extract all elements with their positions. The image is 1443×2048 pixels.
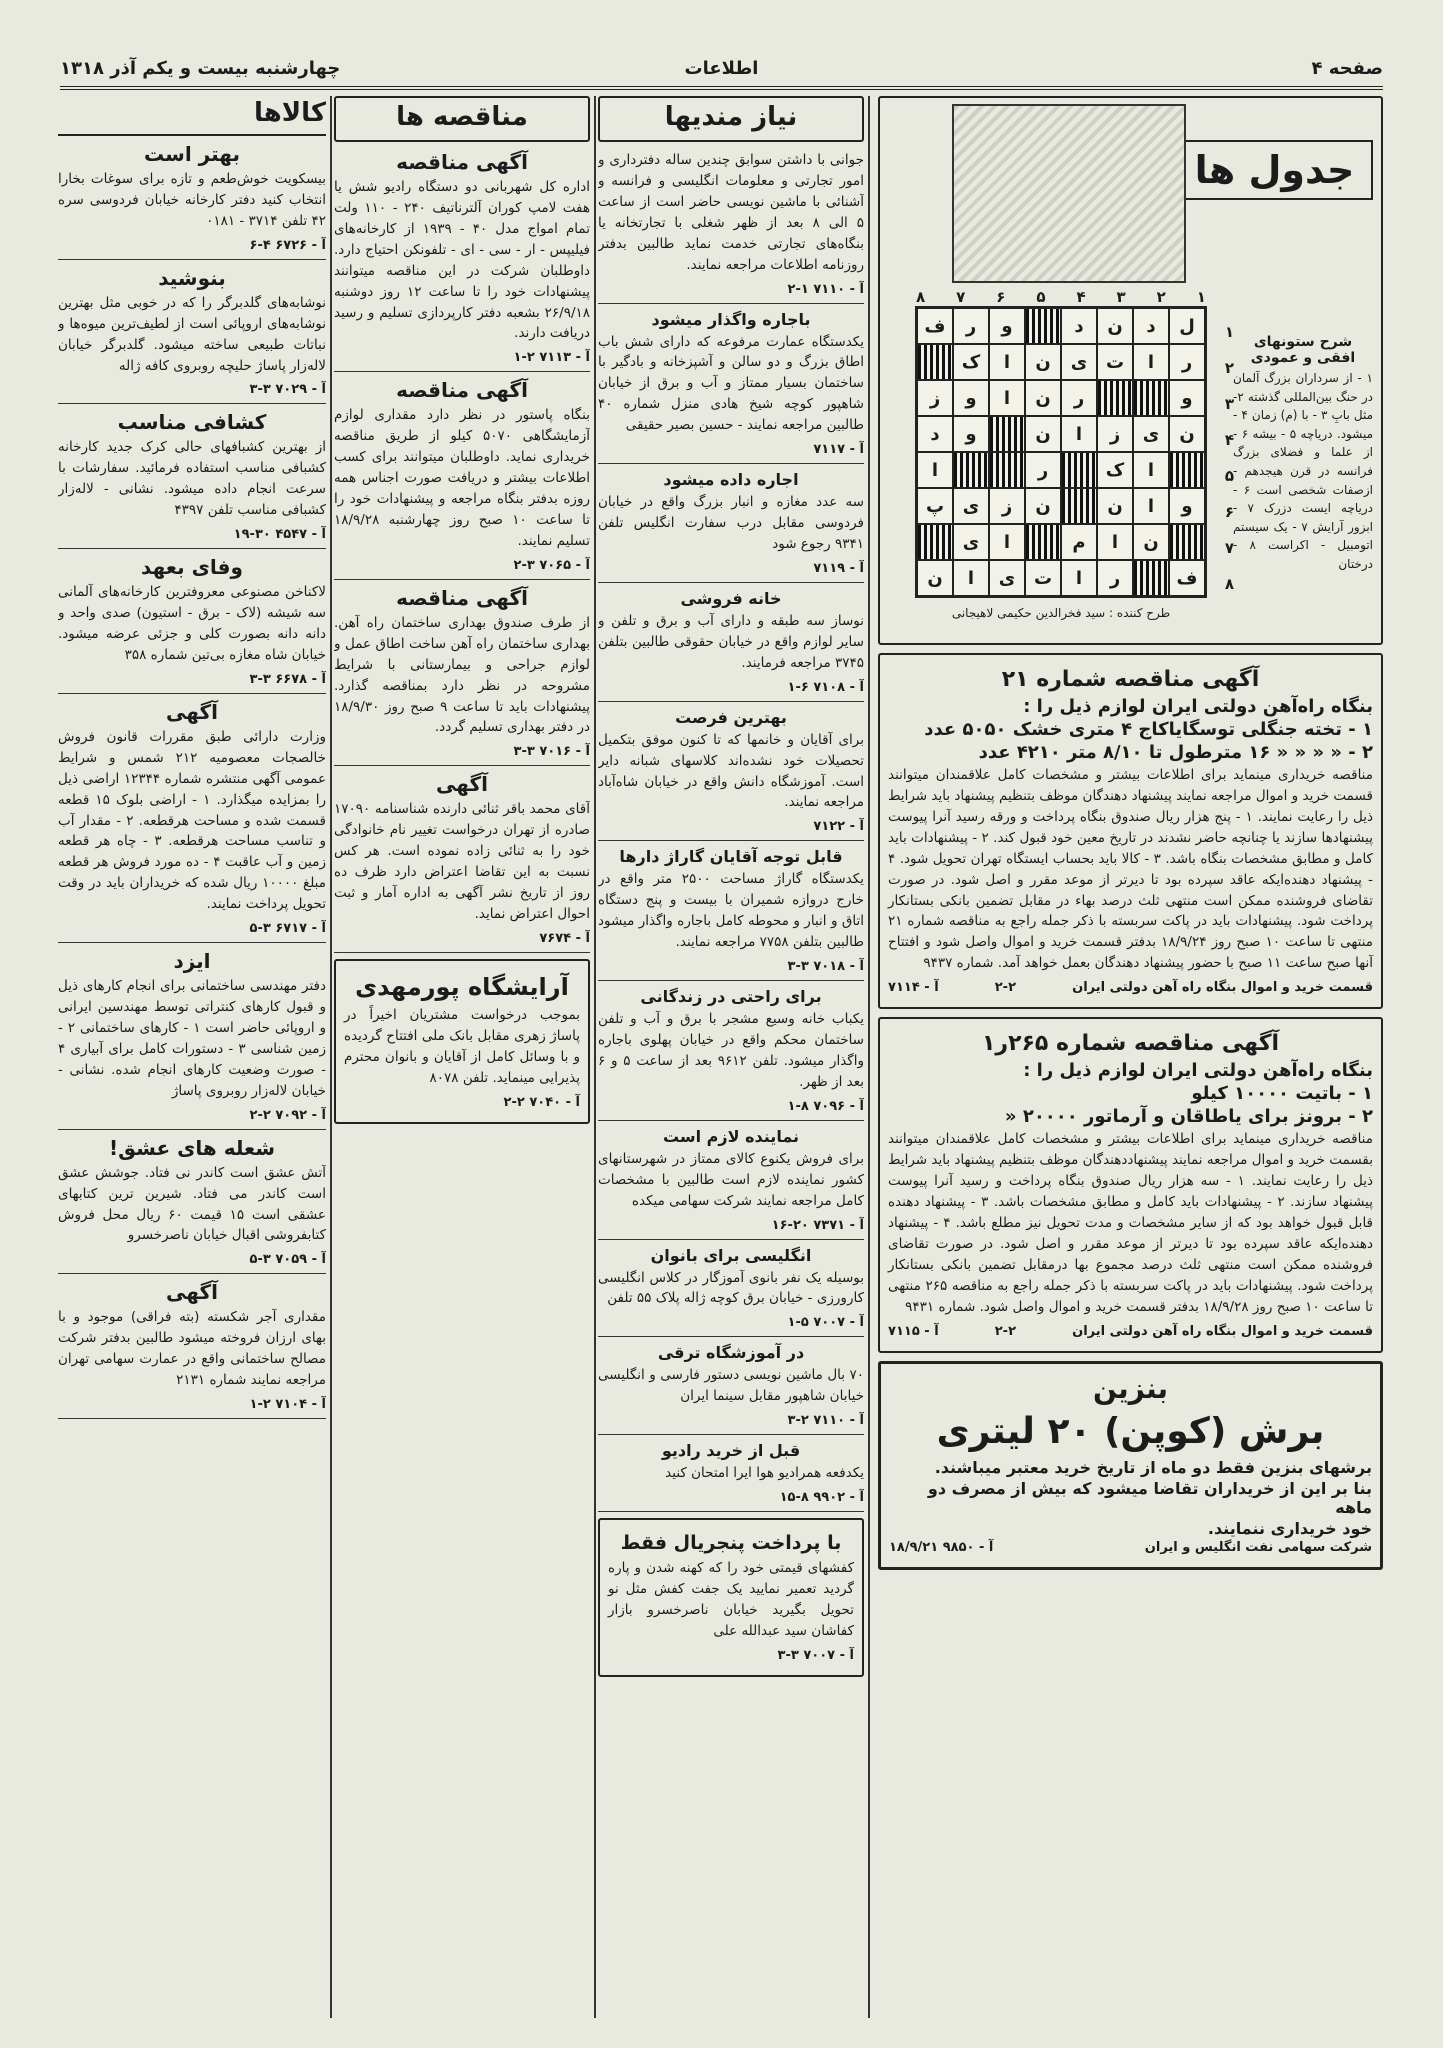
crossword-cell: ر bbox=[1026, 453, 1060, 487]
crossword-cell: ن bbox=[1026, 381, 1060, 415]
crossword-cell: ل bbox=[1170, 309, 1204, 343]
ad-divider bbox=[58, 693, 326, 694]
ad-body: مناقصه خریداری مینماید برای اطلاعات بیشتر و مشخصات کامل علاقمندان میتوانند بقسمت خرید و اموال مراجعه نمایند پیشنهاددهندگان موظف بتنظیم پیشنهاد باید شرایط ذیل را رعایت نمایند. ۱ - سه هزار ریال صندوق بنگاه پرداخت و رسید آنرا پیوست پیشنهاد سازند. ۲ - پیشنهادات باید کامل و مطابق مشخصات باشد. ۳ - پیشنهاد دهنده قابل قبول خواهد بود که از سایر مشخصات و مدت تحویل نیز مطلع باشد. ۴ - پیشنهاد دهنده‌ایکه عاقد سپرده بود تا دیرتر از موعد مقرر و اصل شود. در صورت تقاضای فروشنده ممکن است منتهی ثلث درصد مجموع بها درمقابل تضمین بانکی بستانکار پرداخت شود. پیشنهادات باید در پاکت سربسته با ذکر جمله راجع به مناقصه ۲۶۵ منتهی تا ساعت ۱۰ صبح روز ۱۸/۹/۲۸ بدفتر قسمت خرید و اموال واصل شود. شماره ۹۴۳۱ bbox=[888, 1131, 1374, 1315]
ad-divider bbox=[598, 303, 864, 304]
barbershop-ad bbox=[334, 959, 590, 1124]
ad-body: جوانی با داشتن سوابق چندین ساله دفترداری و امور تجارتی و معلومات انگلیسی و فرانسه و آشنائی با ماشین نویسی حاضر است از ساعت ۵ الی ۸ بعد از ظهر شغلی با تجارتخانه یا بنگاه‌های تجارتی خدمت نماید طالبین بدفتر روزنامه اطلاعات مراجعه نمایند. bbox=[598, 152, 864, 273]
ad-signature-code: آ - ۷۰۰۷ ۵-۱ bbox=[787, 1315, 864, 1331]
crossword-cell: ی bbox=[990, 561, 1024, 595]
ad-signature-code: آ - ۷۰۶۵ ۳-۲ bbox=[513, 557, 590, 573]
ad-body: اداره کل شهربانی دو دستگاه رادیو شش یا هفت لامپ کوران آلترناتیف ۲۴۰ - ۱۱۰ ولت تمام امواج مدل ۴۰ - ۱۹۳۹ از کارخانه‌های فیلیپس - ار - سی - ای - تلفونکن احتیاج دارد. داوطلبان شرکت در این مناقصه میتوانند پیشنهادات خود را تا ساعت ۱۲ روز دوشنبه ۲۶/۹/۱۸ بشعبه دفتر کارپردازی تسلیم و رسید دریافت دارند. bbox=[334, 179, 590, 342]
ad-title: آگهی مناقصه bbox=[396, 150, 528, 174]
ad-signature bbox=[334, 931, 590, 946]
section-heading: کالاها bbox=[253, 98, 326, 128]
crossword-clues: ۱ - از سرداران بزرگ آلمان در حنگ بین‌المللی گذشته ۲- مثل بابِ ۳ - با (م) زمان ۴ - میشود. دریاچه ۵ - بیشه ۶ - از علما و فضلای بزرگ فرانسه در قرن هیجدهم - ازصفات شخصی است ۶ - دریاچه ایست دزرک ۷ - ابزور آرایش ۷ - یک سیستم اتومبیل - اکراست ۸ - درختان bbox=[1233, 371, 1373, 571]
classified-ad bbox=[58, 949, 326, 1130]
col-number: ۷ bbox=[956, 288, 966, 306]
ad-divider bbox=[58, 548, 326, 549]
ad-title: آگهی مناقصه شماره ۲۱ bbox=[1001, 667, 1260, 692]
ad-signature bbox=[58, 1397, 326, 1412]
ad-divider bbox=[58, 942, 326, 943]
ad-title: برای راحتی در زندگانی bbox=[640, 987, 822, 1007]
ad-signature bbox=[889, 1540, 1372, 1555]
ad-title: آگهی bbox=[166, 1280, 218, 1305]
classified-ad bbox=[598, 470, 864, 583]
crossword-area bbox=[896, 288, 1234, 629]
crossword-cell: ت bbox=[1098, 345, 1132, 379]
ad-signature-run: ۲-۲ bbox=[994, 980, 1017, 996]
page-number: صفحه ۴ bbox=[1311, 58, 1383, 79]
ad-signature bbox=[334, 350, 590, 365]
crossword-cell: ا bbox=[1062, 417, 1096, 451]
ad-body: سه عدد مغازه و انبار بزرگ واقع در خیابان فردوسی مقابل درب سفارت انگلیس تلفن ۹۳۴۱ رجوع شود bbox=[598, 494, 864, 552]
ad-title: در آموزشگاه ترقی bbox=[657, 1343, 805, 1363]
ad-subtitle: بنگاه راه‌آهن دولتی ایران لوازم ذیل را : bbox=[1023, 696, 1373, 717]
ad-divider bbox=[598, 1434, 864, 1435]
ad-signature-code: آ - ۷۳۷۱ ۲۰-۱۶ bbox=[771, 1217, 864, 1233]
ad-signature-code: آ - ۷۱۱۷ bbox=[813, 442, 864, 458]
ad-title: آگهی مناقصه شماره ۲۶۵ر۱ bbox=[981, 1031, 1280, 1057]
ad-divider bbox=[598, 1336, 864, 1337]
row-number: ۳ bbox=[1224, 395, 1234, 413]
right-column bbox=[878, 96, 1383, 2016]
crossword-column-numbers bbox=[916, 288, 1206, 306]
crossword-cell: ف bbox=[918, 309, 952, 343]
ad-body: برای آقایان و خانمها که تا کنون موفق بتکمیل تحصیلات خود نشده‌اند کلاسهای شبانه دایر است. آموزشگاه دانش واقع در خیابان شاه‌آباد مراجعه نمایند. bbox=[598, 731, 864, 811]
benzin-text: خود خریداری ننمایند. bbox=[1207, 1518, 1372, 1538]
crossword-cell: ت bbox=[1026, 561, 1060, 595]
crossword-cell: ا bbox=[1098, 525, 1132, 559]
ad-signature-code: آ - ۷۶۷۴ bbox=[539, 930, 590, 946]
ad-divider bbox=[598, 463, 864, 464]
ad-signature bbox=[58, 527, 326, 542]
ad-body: ۷۰ بال ماشین نویسی دستور فارسی و انگلیسی خیابان شاهپور مقابل سینما ایران bbox=[598, 1367, 864, 1405]
ad-signature bbox=[598, 1099, 864, 1114]
col-number: ۸ bbox=[916, 288, 926, 306]
page-header bbox=[60, 52, 1383, 90]
ad-signature bbox=[598, 819, 864, 834]
crossword-cell: ن bbox=[918, 561, 952, 595]
crossword-black-cell bbox=[918, 345, 952, 379]
ad-signature bbox=[888, 1324, 1373, 1339]
ad-title: آگهی bbox=[436, 772, 488, 797]
crossword-title: جدول ها bbox=[1194, 148, 1355, 192]
ad-title: آگهی bbox=[166, 699, 218, 724]
ad-title: وفای بعهد bbox=[141, 555, 243, 580]
crossword-cell: ن bbox=[1170, 417, 1204, 451]
crossword-cell: ا bbox=[918, 453, 952, 487]
ad-divider bbox=[334, 579, 590, 580]
tenders-list bbox=[334, 150, 590, 953]
ad-body: لاکناخن مصنوعی معروفترین کارخانه‌های آلمانی سه شیشه (لاک - برق - استیون) صدی واحد و دانه دانه بصورت کلی و جزئی عرضه میشود. خیابان شاه مغازه بی‌تین شماره ۳۵۸ bbox=[58, 584, 326, 663]
section-heading-box bbox=[334, 96, 590, 142]
ad-body: مناقصه خریداری مینماید برای اطلاعات بیشتر و مشخصات کامل علاقمندان میتوانند قسمت خرید و اموال مراجعه نمایند پیشنهاد دهندگان موظف بتنظیم پیشنهاد باید شرایط ذیل را رعایت نمایند. ۱ - پنج هزار ریال صندوق بنگاه پرداخت و ورقه رسید آنرا پیوست پیشنهادها سازند یا چنانچه حاضر نشدند در تاریخ معین خود قبول کند. ۲ - پیشنهادات باید کامل و مطابق مشخصات بنگاه باشد. ۳ - کالا باید بحساب ایستگاه تهران تحویل شود. ۴ - پیشنهاد دهنده‌ایکه عاقد سپرده بود تا دیرتر از موعد مقرر و اصل شود. در صورت تقاضای فروشنده ممکن است منتهی ثلث درصد بهاء در مقابل تضمین بانکی بستانکار پرداخت شود. پیشنهادات باید در پاکت سربسته با ذکر جمله راجع به مناقصه شماره ۲۱ منتهی تا ساعت ۱۰ صبح روز ۱۸/۹/۲۴ بدفتر قسمت خرید و اموال واصل شود و افتتاح آنها صبح ساعت ۱۱ صبح با حضور پیشنهاد دهندگان بعمل خواهد آمد. شماره ۹۴۳۷ bbox=[888, 767, 1373, 972]
ad-signature-code: آ - ۷۱۱۴ bbox=[888, 980, 939, 996]
ad-title: باجاره واگذار میشود bbox=[651, 309, 811, 329]
ad-signature bbox=[598, 959, 864, 974]
section-heading-box bbox=[58, 98, 326, 136]
col-number: ۵ bbox=[1036, 288, 1046, 306]
ad-divider bbox=[334, 952, 590, 953]
ad-signature-code: آ - ۶۷۱۷ ۳-۵ bbox=[249, 921, 326, 937]
crossword-black-cell bbox=[918, 525, 952, 559]
ad-body: مقداری آجر شکسته (بته فراقی) موجود و با بهای ارزان فروخته میشود طالبین بدفتر شرکت مصالح ساختمانی واقع در عمارت سهامی تهران مراجعه نمایند شماره ۲۱۳۱ bbox=[58, 1309, 326, 1389]
ad-title: اجاره داده میشود bbox=[663, 470, 799, 490]
ad-divider bbox=[58, 259, 326, 260]
row-number: ۱ bbox=[1224, 323, 1234, 341]
ad-body: وزارت دارائی طبق مقررات قانون فروش خالصجات معصومیه ۲۱۲ شمس و شرایط عمومی آگهی منتشره شماره ۱۲۳۴۴ اراضی ذیل را بمزایده میگذارد. ۱ - اراضی بلوک ۱۵ قطعه قسمت شده و مساحت هرقطعه. ۲ - مقدار آب و تناسب مساحت هرقطعه. ۳ - چاه هر قطعه زمین و آب عاقبت ۴ - ده مورد فروش هر قطعه مبلغ ۱۰۰۰۰ ریال شده که خریداران باید در وقت تحویل پرداخت نمایند. bbox=[58, 728, 326, 913]
crossword-cell: و bbox=[1170, 381, 1204, 415]
ad-body: برای فروش یکنوع کالای ممتاز در شهرستانهای کشور نماینده لازم است طالبین با مشخصات کامل مراجعه نمایند شرکت سهامی میکده bbox=[598, 1150, 864, 1209]
crossword-author: طرح کننده : سید فخرالدین حکیمی لاهیجانی bbox=[951, 606, 1171, 620]
crossword-cell: ا bbox=[990, 525, 1024, 559]
classified-ad bbox=[598, 847, 864, 981]
ad-signature bbox=[58, 1252, 326, 1267]
crossword-black-cell bbox=[1134, 381, 1168, 415]
ad-item: ۲ - برونز برای یاطاقان و آرماتور ۲۰۰۰۰ « bbox=[1004, 1106, 1373, 1128]
ad-signature-code: آ - ۷۰۱۸ ۳-۳ bbox=[787, 959, 864, 975]
crossword-black-cell bbox=[1134, 561, 1168, 595]
crossword-cell: ر bbox=[1170, 345, 1204, 379]
ad-signature bbox=[58, 1108, 326, 1123]
crossword-cell: م bbox=[1062, 525, 1096, 559]
col-number: ۶ bbox=[996, 288, 1006, 306]
crossword-grid bbox=[915, 306, 1207, 598]
crossword-cell: ا bbox=[1134, 345, 1168, 379]
ad-signature bbox=[888, 980, 1373, 995]
crossword-cell: د bbox=[918, 417, 952, 451]
classified-ad bbox=[58, 266, 326, 405]
ad-body: یکدستگاه عمارت مرفوعه که دارای شش باب اطاق بزرگ و دو سالن و آشپزخانه و بادگیر با ساختمان بسیار ممتاز و آب و برق از خیابان شاهپور کوچه شیخ هادی منزل شماره ۴۰ طالبین مراجعه نمایند - حسین بصیر حقیقی bbox=[598, 333, 864, 434]
tenders-column bbox=[334, 96, 590, 2016]
ad-title: کشافی مناسب bbox=[117, 410, 267, 435]
ad-subtitle: بنگاه راه‌آهن دولتی ایران لوازم ذیل را : bbox=[1023, 1060, 1373, 1082]
crossword-box bbox=[878, 96, 1383, 645]
ad-signature bbox=[598, 680, 864, 695]
crossword-cell: و bbox=[1170, 489, 1204, 523]
ad-signature-code: آ - ۷۱۱۵ bbox=[888, 1323, 939, 1339]
col-number: ۲ bbox=[1156, 288, 1166, 306]
ad-divider bbox=[598, 1239, 864, 1240]
classified-ad bbox=[598, 1246, 864, 1338]
crossword-cell: ر bbox=[1098, 561, 1132, 595]
ad-signature-code: آ - ۷۰۲۹ ۳-۳ bbox=[249, 382, 326, 398]
shoe-repair-ad bbox=[598, 1518, 864, 1677]
row-number: ۶ bbox=[1224, 503, 1234, 521]
crossword-title-box bbox=[1176, 140, 1373, 200]
benzin-text: بنا بر این از خریداران تقاضا میشود که بیش از مصرف دو ماهه bbox=[927, 1478, 1372, 1517]
ad-body: یکباب خانه وسیع مشجر با برق و آب و تلفن ساختمان محکم واقع در خیابان پهلوی باجاره واگذار میشود. تلفن ۹۶۱۲ بعد از ساعت ۵ و ۶ بعد از ظهر. bbox=[598, 1011, 864, 1090]
crossword-cell: ا bbox=[990, 345, 1024, 379]
classified-ad bbox=[598, 310, 864, 465]
crossword-cell: پ bbox=[918, 489, 952, 523]
crossword-cell: ن bbox=[1098, 489, 1132, 523]
ad-body: بوسیله یک نفر بانوی آموزگار در کلاس انگلیسی کارورزی - خیابان برق کوچه ژاله پلاک ۵۵ تلفن bbox=[598, 1269, 864, 1307]
ad-title: آگهی مناقصه bbox=[396, 585, 528, 610]
row-number: ۲ bbox=[1224, 359, 1234, 377]
ad-title: بهتر است bbox=[144, 142, 240, 166]
col-number: ۱ bbox=[1196, 288, 1206, 306]
ad-body: از بهترین کشبافهای حالی کرک جدید کارخانه کشبافی مناسب استفاده فرمائید. سفارشات با سرعت انجام داده میشود. نشانی - لاله‌زار کشبافی مناسب تلفن ۴۳۹۷ bbox=[58, 439, 326, 519]
crossword-cell: ن bbox=[1026, 417, 1060, 451]
ad-signature-code: آ - ۷۰۰۷ ۳-۳ bbox=[777, 1647, 854, 1663]
ad-signature-code: آ - ۷۰۵۹ ۳-۵ bbox=[249, 1252, 326, 1268]
crossword-cell: ی bbox=[1134, 417, 1168, 451]
crossword-black-cell bbox=[990, 417, 1024, 451]
ad-title: نماینده لازم است bbox=[662, 1126, 800, 1146]
ad-signature-code: آ - ۷۱۱۰ ۲-۳ bbox=[787, 1413, 864, 1429]
ad-body: آتش عشق است کاندر نی فتاد. جوشش عشق است کاندر می فتاد. شیرین ترین کتابهای عشقی است ۱۵ قیمت ۶۰ ریال محل فروش کتابفروشی اقبال خیابان ناصرخسرو bbox=[58, 1164, 326, 1244]
classified-ad bbox=[58, 410, 326, 549]
ad-signature bbox=[334, 558, 590, 573]
crossword-cell: ک bbox=[1098, 453, 1132, 487]
ad-title: قابل توجه آقایان گاراژ دارها bbox=[619, 847, 843, 867]
ad-signature-code: آ - ۶۶۷۸ ۳-۳ bbox=[249, 671, 326, 687]
ad-signature bbox=[58, 238, 326, 253]
ad-signature-code: آ - ۷۱۱۹ bbox=[813, 560, 864, 576]
ad-body: بموجب درخواست مشتریان اخیراً در پاساژ زهری مقابل بانک ملی افتتاح گردیده و با وسائل کامل از آقایان و بانوان محترم پذیرایی مینماید. تلفن ۸۰۷۸ bbox=[344, 1006, 580, 1086]
ad-signature bbox=[58, 382, 326, 397]
crossword-black-cell bbox=[990, 453, 1024, 487]
row-number: ۷ bbox=[1224, 539, 1234, 557]
classified-ad bbox=[598, 1127, 864, 1240]
ad-body: آقای محمد باقر ثنائی دارنده شناسنامه ۱۷۰۹۰ صادره از تهران درخواست تغییر نام خانوادگی خود را به ثنائی زاده نموده است. هر کس نسبت به این تقاضا اعتراض دارد ظرف ده روز از تاریخ نشر آگهی به اداره آمار و ثبت احوال اعتراض نماید. bbox=[334, 801, 590, 922]
crossword-cell: و bbox=[990, 309, 1024, 343]
ad-title: آگهی مناقصه bbox=[396, 378, 528, 403]
crossword-cell: ی bbox=[954, 525, 988, 559]
ad-body: بیسکویت خوش‌طعم و تازه برای سوغات بخارا انتخاب کنید دفتر کارخانه خیابان فردوسی سره ۴۲ تلفن ۳۷۱۴ - ۰۱۸۱ bbox=[58, 171, 326, 229]
ad-signature bbox=[598, 282, 864, 297]
ad-signature bbox=[598, 1413, 864, 1428]
ad-body: کفشهای قیمتی خود را که کهنه شدن و پاره گردید تعمیر نمایید یک جفت کفش مثل نو تحویل بگیرید خیابان ناصرخسرو بازار کفاشان سید عبدالله علی bbox=[608, 1560, 854, 1639]
classified-ad bbox=[598, 987, 864, 1121]
ad-divider bbox=[58, 1418, 326, 1419]
crossword-clues-box bbox=[1233, 328, 1373, 580]
col-number: ۳ bbox=[1116, 288, 1126, 306]
row-number: ۸ bbox=[1224, 575, 1234, 593]
ad-body: از طرف صندوق بهداری ساختمان راه آهن. بهداری ساختمان راه آهن ساخت اطاق عمل و لوازم جراحی و بیمارستانی با شرایط مشروحه در نظر دارد بمناقصه گذارد. پیشنهادات باید تا ساعت ۹ صبح روز ۱۸/۹/۳۰ در دفتر بهداری تسلیم گردد. bbox=[334, 614, 590, 736]
crossword-cell: ز bbox=[918, 381, 952, 415]
ad-title: خانه فروشی bbox=[680, 588, 782, 608]
crossword-black-cell bbox=[1062, 489, 1096, 523]
benzin-text: برشهای بنزین فقط دو ماه از تاریخ خرید معتبر میباشند. bbox=[934, 1457, 1372, 1477]
crossword-black-cell bbox=[1098, 381, 1132, 415]
tender-21-ad bbox=[878, 653, 1383, 1009]
crossword-cell: ن bbox=[1026, 345, 1060, 379]
classified-ad bbox=[598, 589, 864, 702]
ad-title: با پرداخت پنجریال فقط bbox=[620, 1532, 842, 1555]
goods-list bbox=[58, 142, 326, 1419]
ad-divider bbox=[58, 1273, 326, 1274]
crossword-cell: ا bbox=[1062, 561, 1096, 595]
ad-signature-code: آ - ۴۵۴۷ ۳۰-۱۹ bbox=[233, 527, 326, 543]
crossword-cell: ا bbox=[990, 381, 1024, 415]
classified-ad bbox=[58, 700, 326, 943]
ad-signature bbox=[58, 672, 326, 687]
ad-divider bbox=[598, 980, 864, 981]
ad-divider bbox=[598, 701, 864, 702]
crossword-black-cell bbox=[1026, 525, 1060, 559]
ad-divider bbox=[334, 371, 590, 372]
ad-body: یکدفعه همرادیو هوا ایرا امتحان کنید bbox=[665, 1465, 864, 1482]
ad-signature-code: آ - ۷۱۰۴ ۲-۱ bbox=[249, 1397, 326, 1413]
ad-title: انگلیسی برای بانوان bbox=[650, 1245, 812, 1265]
ad-divider bbox=[598, 840, 864, 841]
ad-signature-code: آ - ۷۰۹۲ ۲-۲ bbox=[249, 1107, 326, 1123]
crossword-cell: ی bbox=[1062, 345, 1096, 379]
classified-ad bbox=[58, 555, 326, 694]
ad-signature bbox=[58, 921, 326, 936]
ad-title: ایزد bbox=[173, 949, 211, 974]
ad-signature-code: آ - ۷۱۱۰ ۱-۲ bbox=[787, 281, 864, 297]
benzin-ad bbox=[878, 1361, 1383, 1570]
ad-signature bbox=[334, 744, 590, 759]
crossword-cell: ز bbox=[1098, 417, 1132, 451]
newspaper-name: اطلاعات bbox=[684, 58, 759, 79]
crossword-cell: ز bbox=[990, 489, 1024, 523]
ad-title: بهترین فرصت bbox=[675, 707, 787, 727]
crossword-black-cell bbox=[1026, 309, 1060, 343]
crossword-cell: د bbox=[1134, 309, 1168, 343]
goods-column bbox=[58, 96, 326, 2016]
crossword-cell: د bbox=[1062, 309, 1096, 343]
classifieds-column bbox=[598, 96, 864, 2016]
crossword-black-cell bbox=[1062, 453, 1096, 487]
ad-signature-org: قسمت خرید و اموال بنگاه راه آهن دولتی ایران bbox=[1072, 980, 1373, 996]
ad-divider bbox=[598, 1511, 864, 1512]
ad-signature-code: آ - ۷۰۹۶ ۸-۱ bbox=[787, 1098, 864, 1114]
ad-signature-code: آ - ۹۸۵۰ ۱۸/۹/۲۱ bbox=[889, 1539, 994, 1555]
ad-body: نوساز سه طبقه و دارای آب و برق و تلفن و سایر لوازم واقع در خیابان حقوقی طالبین بتلفن ۳۷۴۵ مراجعه فرمایند. bbox=[598, 612, 864, 671]
crossword-cell: ف bbox=[1170, 561, 1204, 595]
ad-divider bbox=[334, 765, 590, 766]
column-rule bbox=[594, 96, 596, 2018]
classified-ad bbox=[334, 772, 590, 953]
ad-title: آرایشگاه پورمهدی bbox=[355, 972, 569, 1001]
ad-signature-run: ۲-۲ bbox=[994, 1323, 1017, 1339]
crossword-cell: ر bbox=[1062, 381, 1096, 415]
ad-signature-code: آ - ۷۱۱۳ ۲-۱ bbox=[513, 350, 590, 366]
ad-signature-code: آ - ۹۹۰۲ ۸-۱۵ bbox=[779, 1490, 864, 1506]
crossword-illustration bbox=[952, 104, 1186, 283]
ad-divider bbox=[58, 1129, 326, 1130]
crossword-cell: و bbox=[954, 381, 988, 415]
ad-title: شعله های عشق! bbox=[108, 1135, 276, 1160]
ad-body: یکدستگاه گاراژ مساحت ۲۵۰۰ متر واقع در خارج دروازه شمیران با بیست و پنج دستگاه اتاق و انبار و محوطه کامل باجاره واگذار میشود طالبین بتلفن ۷۷۵۸ مراجعه نمایند. bbox=[598, 871, 864, 951]
crossword-cell: ن bbox=[1134, 525, 1168, 559]
classified-ad bbox=[58, 1280, 326, 1419]
classified-ad bbox=[58, 142, 326, 260]
ad-signature-org: شرکت سهامی نفت انگلیس و ایران bbox=[1144, 1539, 1372, 1555]
benzin-headline: برش (کوپن) ۲۰ لیتری bbox=[936, 1410, 1325, 1452]
crossword-cell: و bbox=[954, 417, 988, 451]
ad-signature-code: آ - ۷۰۴۰ ۲-۲ bbox=[503, 1094, 580, 1110]
crossword-black-cell bbox=[1170, 525, 1204, 559]
ad-signature bbox=[598, 1315, 864, 1330]
section-heading: نیاز مندیها bbox=[664, 102, 798, 132]
classified-ad bbox=[334, 586, 590, 767]
ad-title: قبل از خرید رادیو bbox=[661, 1441, 801, 1461]
classified-ad bbox=[598, 1441, 864, 1512]
issue-date: چهارشنبه بیست و یکم آذر ۱۳۱۸ bbox=[60, 58, 341, 79]
crossword-black-cell bbox=[1170, 453, 1204, 487]
classified-ad bbox=[334, 378, 590, 579]
ad-signature-code: آ - ۷۱۲۲ bbox=[813, 819, 864, 835]
ad-signature bbox=[598, 1218, 864, 1233]
crossword-cell: ر bbox=[954, 309, 988, 343]
classified-list bbox=[598, 150, 864, 1512]
classified-ad bbox=[598, 708, 864, 842]
benzin-title: بنزین bbox=[1092, 1371, 1169, 1405]
column-rule bbox=[330, 96, 332, 2018]
crossword-black-cell bbox=[954, 453, 988, 487]
crossword-cell: ا bbox=[1134, 453, 1168, 487]
ad-body: دفتر مهندسی ساختمانی برای انجام کارهای ذیل و قبول کارهای کنتراتی توسط مهندسین ایرانی و اروپائی حاضر است ۱ - کارهای ساختمانی ۲ - زمین شناسی ۳ - دستورات کامل برای آبیاری ۴ - صورت وضعیت کارهای انجام شده. نشانی - خیابان لاله‌زار روبروی پاساژ bbox=[58, 978, 326, 1099]
ad-signature bbox=[608, 1648, 854, 1663]
crossword-cell: ا bbox=[1134, 489, 1168, 523]
ad-signature bbox=[598, 1490, 864, 1505]
ad-body: نوشابه‌های گلدبرگر را که در خوبی مثل بهترین نوشابه‌های اروپائی است از لطیف‌ترین میوه‌ها و نباتات طبیعی ساخته میشود. گلدبرگر خیابان لاله‌زار پاساژ حلیچه روبروی کافه ژاله bbox=[58, 294, 326, 374]
crossword-cell: ی bbox=[954, 489, 988, 523]
ad-item: ۱ - تخته جنگلی توسگایاکاج ۴ متری خشک ۵۰۵۰ عدد bbox=[924, 719, 1373, 740]
crossword-cell: ک bbox=[954, 345, 988, 379]
ad-divider bbox=[58, 403, 326, 404]
ad-signature-code: آ - ۷۱۰۸ ۶-۱ bbox=[787, 679, 864, 695]
ad-body: بنگاه پاستور در نظر دارد مقداری لوازم آزمایشگاهی ۵۰۷۰ کیلو از طریق مناقصه خریداری نماید. داوطلبان میتوانند برای کسب اطلاعات بیشتر و دریافت صورت اجناس همه روزه بدفتر بنگاه مراجعه و پیشنهادات خود را تا ساعت ۱۰ صبح روز چهارشنبه ۱۸/۹/۲۸ تسلیم نمایند. bbox=[334, 407, 590, 549]
crossword-cell: ن bbox=[1098, 309, 1132, 343]
ad-signature-org: قسمت خرید و اموال بنگاه راه آهن دولتی ایران bbox=[1072, 1323, 1373, 1339]
row-number: ۴ bbox=[1224, 431, 1234, 449]
classified-ad bbox=[334, 150, 590, 372]
ad-divider bbox=[598, 582, 864, 583]
section-heading-box bbox=[598, 96, 864, 142]
ad-item: ۲ - « « « « ۱۶ مترطول تا ۸/۱۰ متر ۴۲۱۰ عدد bbox=[978, 742, 1373, 763]
ad-item: ۱ - باتیت ۱۰۰۰۰ کیلو bbox=[1191, 1083, 1373, 1105]
classified-ad bbox=[58, 1136, 326, 1275]
column-rule bbox=[868, 96, 870, 2018]
ad-signature bbox=[344, 1095, 580, 1110]
tender-265-ad bbox=[878, 1017, 1383, 1352]
ad-signature-code: آ - ۶۷۲۶ ۴-۶ bbox=[249, 237, 326, 253]
ad-title: بنوشید bbox=[158, 265, 226, 290]
ad-signature bbox=[598, 442, 864, 457]
crossword-subtitle: شرح ستونهای افقی و عمودی bbox=[1250, 334, 1356, 366]
crossword-cell: ن bbox=[1026, 489, 1060, 523]
ad-signature bbox=[598, 561, 864, 576]
classified-ad bbox=[598, 150, 864, 304]
ad-signature-code: آ - ۷۰۱۶ ۳-۳ bbox=[513, 744, 590, 760]
crossword-cell: ا bbox=[954, 561, 988, 595]
section-heading: مناقصه ها bbox=[396, 102, 528, 132]
col-number: ۴ bbox=[1076, 288, 1086, 306]
classified-ad bbox=[598, 1343, 864, 1435]
row-number: ۵ bbox=[1224, 467, 1234, 485]
ad-divider bbox=[598, 1120, 864, 1121]
